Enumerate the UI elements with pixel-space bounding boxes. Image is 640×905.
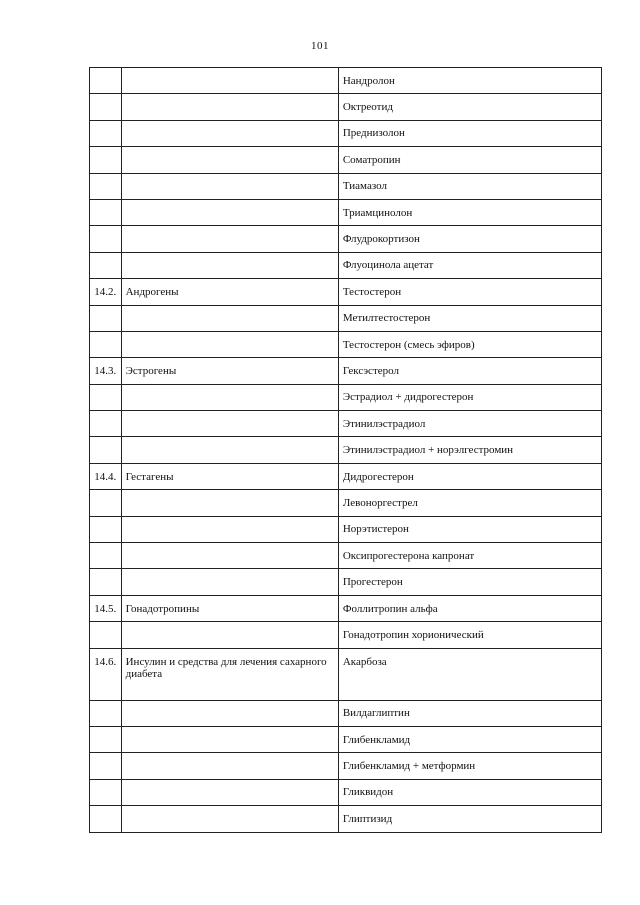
row-number-cell — [90, 173, 122, 199]
table-row — [90, 569, 602, 595]
page-number: 101 — [311, 40, 329, 52]
group-name-cell — [121, 384, 338, 410]
drug-name-cell: Тиамазол — [338, 173, 601, 199]
group-name-cell — [121, 226, 338, 252]
row-number-cell — [90, 68, 122, 94]
row-number-cell — [90, 305, 122, 331]
table-row — [90, 595, 602, 621]
drug-name-cell: Гликвидон — [338, 779, 601, 805]
drug-name-cell: Норэтистерон — [338, 516, 601, 542]
group-name-cell — [121, 490, 338, 516]
row-number-cell — [90, 94, 122, 120]
drug-table — [89, 67, 602, 833]
group-name-cell — [121, 516, 338, 542]
row-number-cell — [90, 569, 122, 595]
drug-name-cell: Флуоцинола ацетат — [338, 252, 601, 278]
group-name-cell — [121, 147, 338, 173]
drug-name-cell: Левоноргестрел — [338, 490, 601, 516]
table-row — [90, 279, 602, 305]
drug-name-cell: Этинилэстрадиол + норэлгестромин — [338, 437, 601, 463]
table-row — [90, 700, 602, 726]
row-number-cell — [90, 384, 122, 410]
row-number-cell — [90, 437, 122, 463]
table-row — [90, 68, 602, 94]
row-number-cell: 14.3. — [90, 358, 122, 384]
table-row — [90, 384, 602, 410]
group-name-cell — [121, 700, 338, 726]
table-row — [90, 305, 602, 331]
row-number-cell — [90, 490, 122, 516]
table-body — [90, 68, 602, 833]
group-name-cell — [121, 411, 338, 437]
drug-name-cell: Глибенкламид + метформин — [338, 753, 601, 779]
group-name-cell — [121, 753, 338, 779]
table-row — [90, 753, 602, 779]
drug-name-cell: Тестостерон (смесь эфиров) — [338, 331, 601, 357]
row-number-cell — [90, 753, 122, 779]
group-name-cell — [121, 806, 338, 832]
table-row — [90, 120, 602, 146]
group-name-cell — [121, 173, 338, 199]
table-row — [90, 358, 602, 384]
drug-name-cell: Эстрадиол + дидрогестерон — [338, 384, 601, 410]
drug-name-cell: Тестостерон — [338, 279, 601, 305]
drug-name-cell: Гонадотропин хорионический — [338, 622, 601, 648]
row-number-cell: 14.6. — [90, 648, 122, 700]
drug-name-cell: Соматропин — [338, 147, 601, 173]
table-row — [90, 252, 602, 278]
table-row — [90, 173, 602, 199]
drug-name-cell: Гексэстерол — [338, 358, 601, 384]
group-name-cell — [121, 199, 338, 225]
drug-name-cell: Вилдаглиптин — [338, 700, 601, 726]
drug-name-cell: Оксипрогестерона капронат — [338, 543, 601, 569]
group-name-cell — [121, 331, 338, 357]
group-name-cell — [121, 437, 338, 463]
row-number-cell — [90, 252, 122, 278]
drug-name-cell: Флудрокортизон — [338, 226, 601, 252]
table-row — [90, 516, 602, 542]
table-row — [90, 543, 602, 569]
table-row — [90, 806, 602, 832]
group-name-cell — [121, 569, 338, 595]
group-name-cell: Гестагены — [121, 463, 338, 489]
group-name-cell: Эстрогены — [121, 358, 338, 384]
row-number-cell: 14.5. — [90, 595, 122, 621]
group-name-cell — [121, 779, 338, 805]
drug-name-cell: Глиптизид — [338, 806, 601, 832]
row-number-cell — [90, 147, 122, 173]
row-number-cell — [90, 543, 122, 569]
group-name-cell — [121, 726, 338, 752]
table-row — [90, 94, 602, 120]
group-name-cell — [121, 68, 338, 94]
group-name-cell — [121, 543, 338, 569]
table-row — [90, 779, 602, 805]
table-row — [90, 226, 602, 252]
row-number-cell — [90, 700, 122, 726]
table-row — [90, 199, 602, 225]
group-name-cell — [121, 120, 338, 146]
table-row — [90, 622, 602, 648]
row-number-cell — [90, 622, 122, 648]
drug-name-cell: Этинилэстрадиол — [338, 411, 601, 437]
group-name-cell — [121, 252, 338, 278]
table-row — [90, 147, 602, 173]
row-number-cell — [90, 806, 122, 832]
drug-name-cell: Дидрогестерон — [338, 463, 601, 489]
row-number-cell — [90, 779, 122, 805]
row-number-cell — [90, 120, 122, 146]
row-number-cell — [90, 199, 122, 225]
drug-name-cell: Преднизолон — [338, 120, 601, 146]
group-name-cell: Инсулин и средства для лечения сахарного диабета — [121, 648, 338, 700]
drug-name-cell: Прогестерон — [338, 569, 601, 595]
drug-name-cell: Фоллитропин альфа — [338, 595, 601, 621]
row-number-cell — [90, 726, 122, 752]
group-name-cell — [121, 305, 338, 331]
table-row — [90, 490, 602, 516]
drug-name-cell: Нандролон — [338, 68, 601, 94]
group-name-cell — [121, 94, 338, 120]
row-number-cell — [90, 226, 122, 252]
group-name-cell — [121, 622, 338, 648]
drug-name-cell: Триамцинолон — [338, 199, 601, 225]
table-row — [90, 411, 602, 437]
group-name-cell: Андрогены — [121, 279, 338, 305]
row-number-cell: 14.2. — [90, 279, 122, 305]
row-number-cell: 14.4. — [90, 463, 122, 489]
row-number-cell — [90, 331, 122, 357]
drug-name-cell: Глибенкламид — [338, 726, 601, 752]
table-row — [90, 331, 602, 357]
drug-name-cell: Октреотид — [338, 94, 601, 120]
table-row — [90, 648, 602, 700]
drug-name-cell: Метилтестостерон — [338, 305, 601, 331]
row-number-cell — [90, 516, 122, 542]
row-number-cell — [90, 411, 122, 437]
table-row — [90, 726, 602, 752]
table-row — [90, 463, 602, 489]
drug-name-cell: Акарбоза — [338, 648, 601, 700]
table-row — [90, 437, 602, 463]
group-name-cell: Гонадотропины — [121, 595, 338, 621]
